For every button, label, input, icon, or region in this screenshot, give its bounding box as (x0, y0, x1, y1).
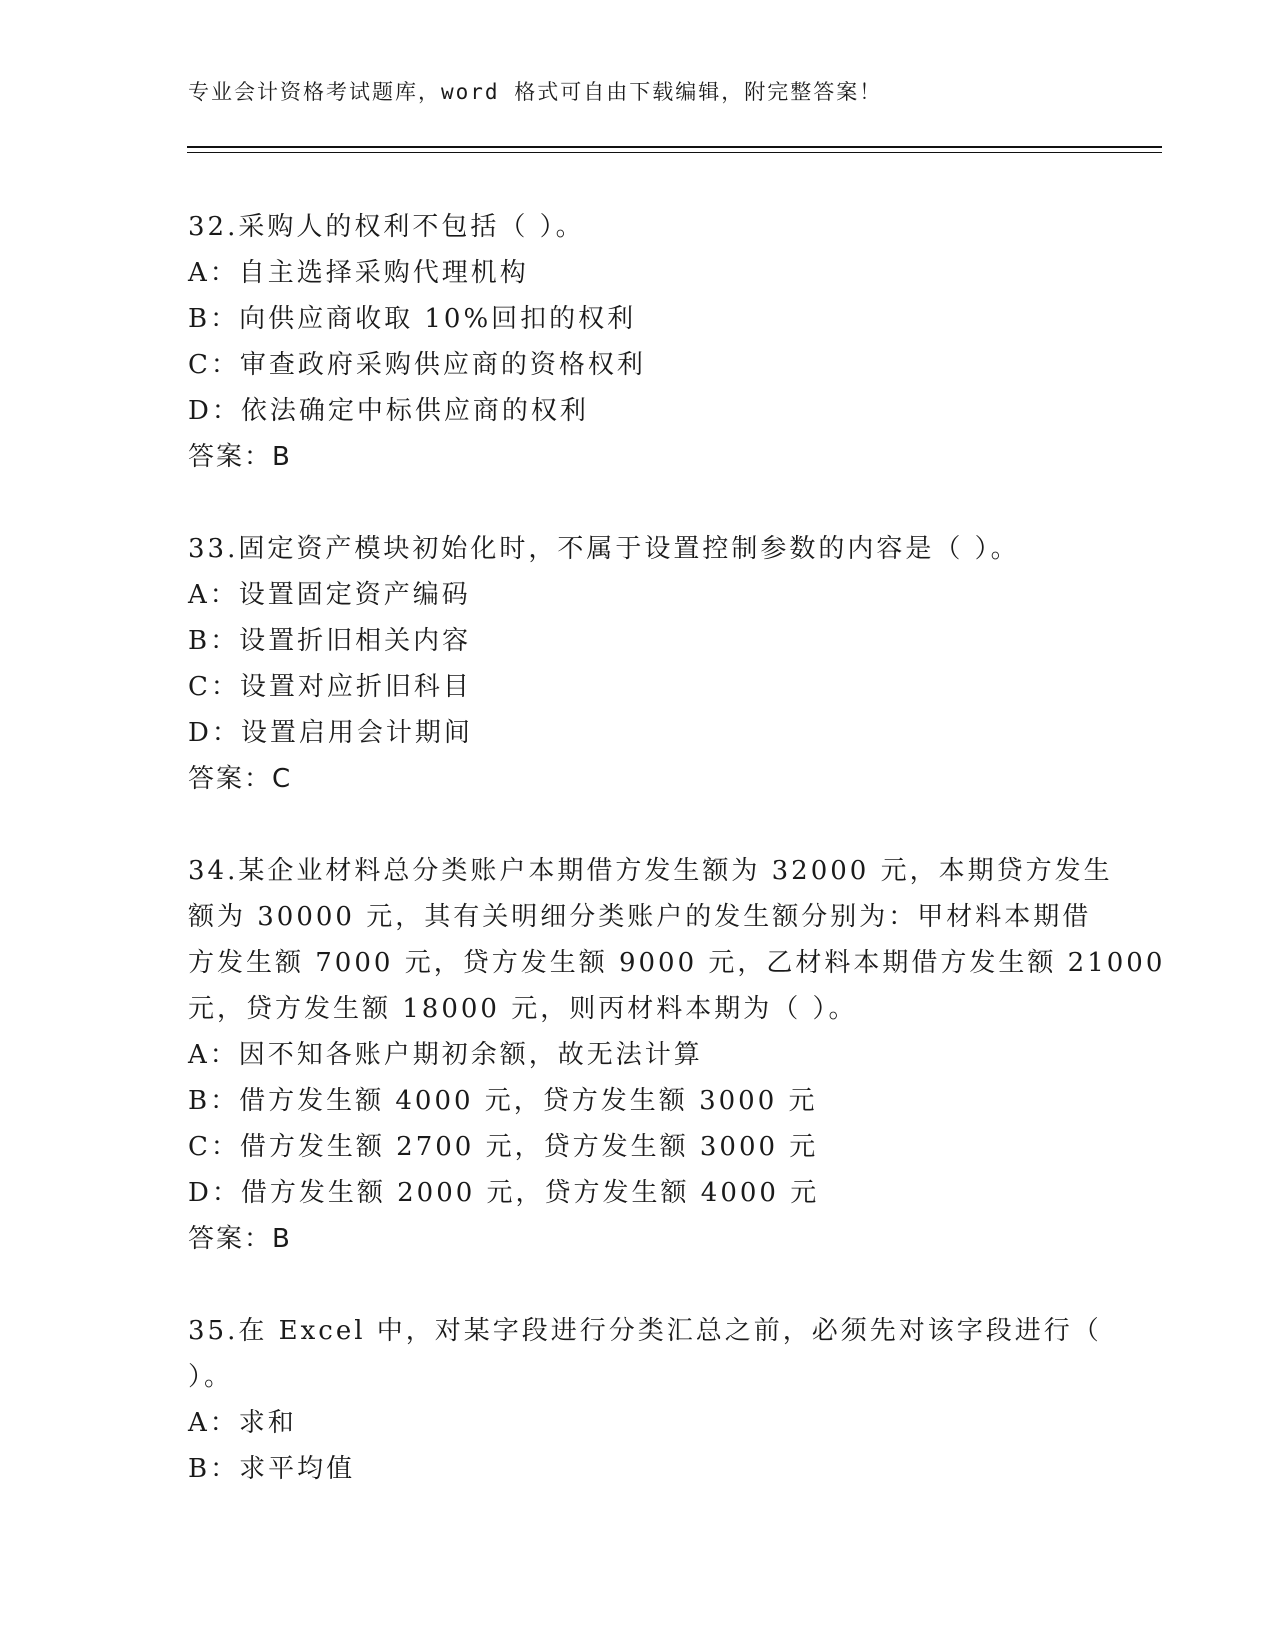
question-stem-line-2: ）。 (188, 1362, 234, 1392)
question-stem-line-1: 35.在 Excel 中，对某字段进行分类汇总之前，必须先对该字段进行（ (188, 1316, 1102, 1346)
question-stem-line-4: 元，贷方发生额 18000 元，则丙材料本期为（ ）。 (188, 994, 858, 1024)
question-stem-line-1: 34.某企业材料总分类账户本期借方发生额为 32000 元，本期贷方发生 (188, 856, 1113, 886)
option-a: A：设置固定资产编码 (188, 580, 471, 610)
option-c: C：借方发生额 2700 元，贷方发生额 3000 元 (188, 1132, 819, 1162)
option-d: D：借方发生额 2000 元，贷方发生额 4000 元 (188, 1178, 820, 1208)
question-33 (188, 526, 1088, 802)
option-a: A：自主选择采购代理机构 (188, 258, 529, 288)
option-d: D：设置启用会计期间 (188, 718, 473, 748)
option-c: C：审查政府采购供应商的资格权利 (188, 350, 646, 380)
question-35 (188, 1308, 1102, 1492)
question-list (188, 204, 1166, 1538)
question-34 (188, 848, 1166, 1262)
option-b: B：设置折旧相关内容 (188, 626, 472, 656)
question-32 (188, 204, 1088, 480)
option-b: B：向供应商收取 10%回扣的权利 (188, 304, 637, 334)
option-c: C：设置对应折旧科目 (188, 672, 472, 702)
answer: 答案：B (188, 1224, 292, 1254)
question-stem: 32.采购人的权利不包括（ ）。 (188, 212, 585, 242)
answer: 答案：C (188, 764, 293, 794)
header-rule-thin (187, 152, 1162, 153)
page-header: 专业会计资格考试题库，word 格式可自由下载编辑，附完整答案！ (188, 80, 883, 104)
question-stem-line-3: 方发生额 7000 元，贷方发生额 9000 元，乙材料本期借方发生额 21000 (188, 948, 1166, 978)
option-a: A：因不知各账户期初余额，故无法计算 (188, 1040, 703, 1070)
question-stem-line-2: 额为 30000 元，其有关明细分类账户的发生额分别为：甲材料本期借 (188, 902, 1092, 932)
option-b: B：借方发生额 4000 元，贷方发生额 3000 元 (188, 1086, 818, 1116)
option-d: D：依法确定中标供应商的权利 (188, 396, 589, 426)
header-rule (187, 146, 1162, 148)
option-b: B：求平均值 (188, 1454, 356, 1484)
question-stem: 33.固定资产模块初始化时，不属于设置控制参数的内容是（ ）。 (188, 534, 1020, 564)
answer: 答案：B (188, 442, 292, 472)
option-a: A：求和 (188, 1408, 297, 1438)
